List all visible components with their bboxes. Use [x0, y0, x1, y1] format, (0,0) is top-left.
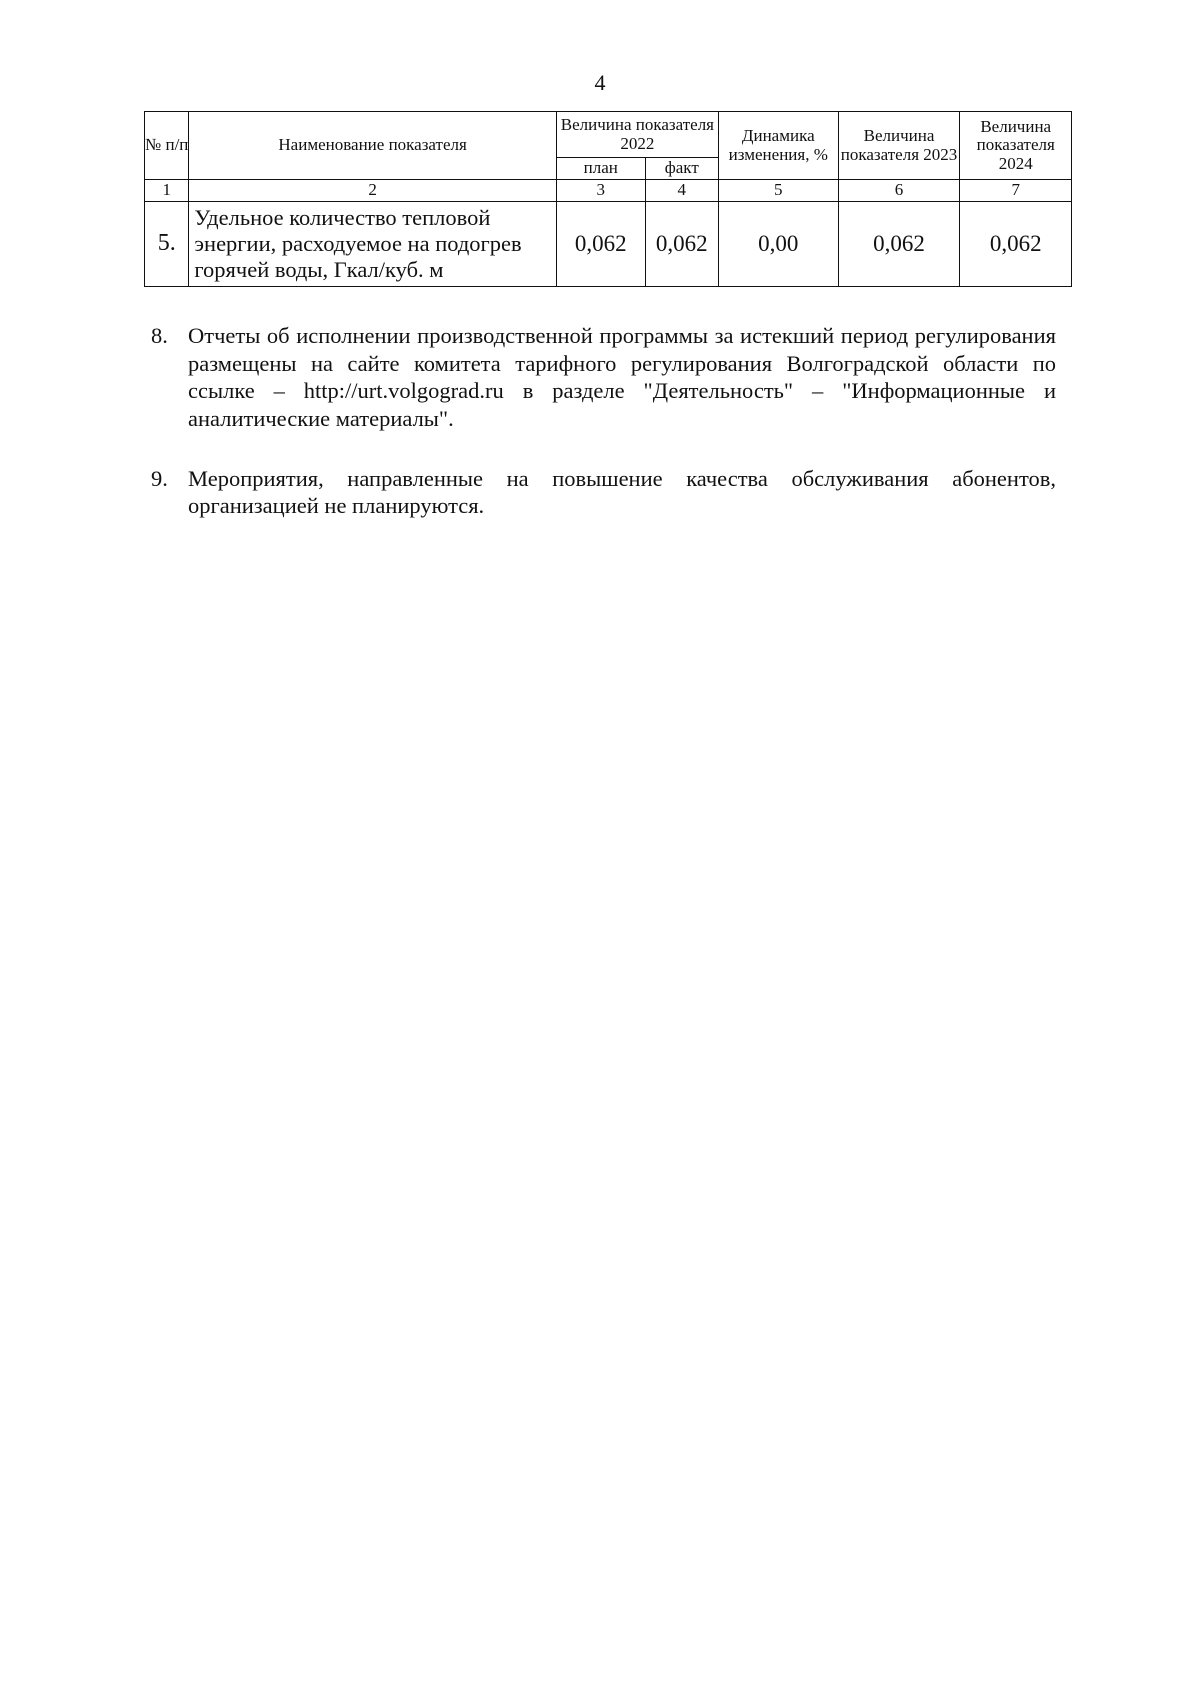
- item-number: 8.: [151, 323, 168, 348]
- item-text: Отчеты об исполнении производственной программы за истекший период регулирования размещены на сайте комитета тарифного регулирования Волгоградской области по ссылке – http://urt.volgograd.ru в разделе "Деятельность" – "Информационные и аналитические материалы".: [188, 323, 1056, 432]
- numbered-paragraphs: [151, 322, 1056, 552]
- index-cell: 6: [838, 180, 960, 202]
- row-fact: 0,062: [645, 202, 718, 287]
- page-number: 4: [594, 70, 606, 95]
- header-plan: план: [556, 158, 645, 180]
- header-num: № п/п: [145, 112, 189, 180]
- header-value-2024: Величина показателя 2024: [960, 112, 1072, 180]
- indicators-table: [144, 111, 1072, 287]
- header-dynamics: Динамика изменения, %: [718, 112, 838, 180]
- index-cell: 5: [718, 180, 838, 202]
- header-value-2023: Величина показателя 2023: [838, 112, 960, 180]
- row-value-2023: 0,062: [838, 202, 960, 287]
- item-number: 9.: [151, 465, 168, 491]
- list-item: [151, 322, 1056, 433]
- row-dynamics: 0,00: [718, 202, 838, 287]
- index-cell: 3: [556, 180, 645, 202]
- list-item: [151, 465, 1056, 520]
- header-fact: факт: [645, 158, 718, 180]
- row-plan: 0,062: [556, 202, 645, 287]
- table-row: [145, 202, 1072, 287]
- table-index-row: [145, 180, 1072, 202]
- index-cell: 7: [960, 180, 1072, 202]
- row-value-2024: 0,062: [960, 202, 1072, 287]
- item-text: Мероприятия, направленные на повышение качества обслуживания абонентов, организацией не планируются.: [188, 465, 1056, 519]
- row-num: 5.: [145, 202, 189, 287]
- header-name: Наименование показателя: [189, 112, 556, 180]
- index-cell: 1: [145, 180, 189, 202]
- table-header-row: [145, 112, 1072, 158]
- index-cell: 2: [189, 180, 556, 202]
- index-cell: 4: [645, 180, 718, 202]
- header-value-2022: Величина показателя 2022: [556, 112, 718, 158]
- row-name: Удельное количество тепловой энергии, расходуемое на подогрев горячей воды, Гкал/куб. м: [189, 202, 556, 287]
